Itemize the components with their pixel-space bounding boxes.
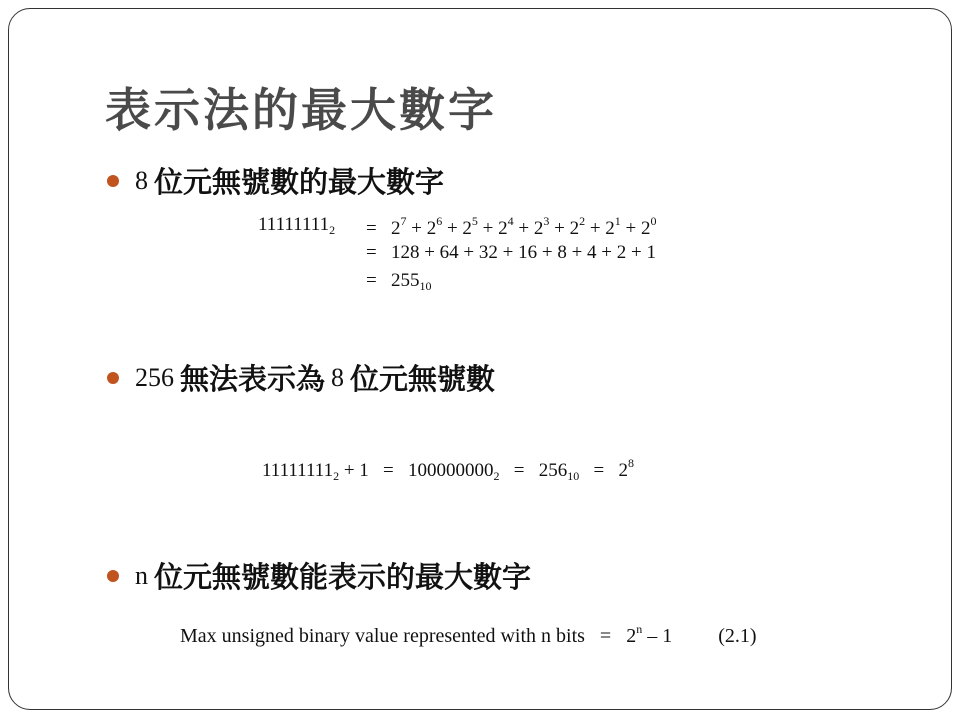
eq2-c: 256 — [538, 460, 568, 481]
exp-2: 2 — [579, 214, 586, 228]
bullet-2-number: 256 — [135, 362, 174, 392]
base-term: 2 — [426, 218, 437, 239]
bullet-dot-icon — [107, 175, 119, 187]
base-term: 2 — [605, 218, 615, 239]
eq1-line2 — [366, 242, 656, 264]
eq1-lhs — [258, 214, 335, 238]
bullet-3-text: 位元無號數能表示的最大數字 — [154, 560, 532, 594]
equation-2 — [262, 456, 634, 484]
bullet-1-number: 8 — [135, 165, 148, 195]
exp-5: 5 — [471, 214, 478, 228]
eq2-d-sup: 8 — [627, 456, 634, 470]
exp-3: 3 — [543, 214, 550, 228]
base-term: 2 — [390, 218, 401, 239]
bullet-1-text: 位元無號數的最大數字 — [154, 165, 445, 199]
eq2-d: 2 — [618, 460, 628, 481]
eq-sign: = — [366, 218, 377, 239]
formula-exp: n — [636, 622, 643, 636]
plus-sign: + — [554, 218, 565, 239]
bullet-2 — [107, 357, 495, 398]
eq2-b-sub: 2 — [493, 469, 500, 483]
bullet-3 — [107, 555, 531, 596]
bullet-2-number-b: 8 — [331, 362, 345, 392]
formula-text: Max unsigned binary value represented with n bits — [180, 625, 585, 647]
eq2-plus-one: + 1 — [343, 460, 369, 481]
formula-minus-one: – 1 — [647, 625, 673, 647]
plus-sign: + — [518, 218, 530, 239]
eq2-c-sub: 10 — [567, 469, 580, 483]
plus-sign: + — [625, 218, 637, 239]
eq1-line2-text: 128 + 64 + 32 + 16 + 8 + 4 + 2 + 1 — [390, 242, 656, 263]
eq2-a: 11111111 — [262, 460, 334, 481]
formula-2-1 — [180, 622, 757, 648]
bullet-dot-icon — [107, 372, 119, 384]
base-term: 2 — [533, 218, 544, 239]
eq1-lhs-sub: 2 — [329, 223, 336, 237]
formula-ref: (2.1) — [718, 625, 757, 647]
base-term: 2 — [498, 218, 508, 239]
base-term: 2 — [569, 218, 580, 239]
base-term: 2 — [462, 218, 472, 239]
eq-sign: = — [366, 242, 377, 263]
plus-sign: + — [411, 218, 422, 239]
eq1-line1 — [366, 214, 657, 240]
eq-sign: = — [599, 625, 612, 647]
base-term: 2 — [641, 218, 651, 239]
eq2-a-sub: 2 — [333, 469, 340, 483]
plus-sign: + — [482, 218, 494, 239]
eq2-b: 100000000 — [408, 460, 494, 481]
formula-base: 2 — [626, 625, 637, 647]
eq-sign: = — [366, 270, 377, 291]
exp-1: 1 — [614, 214, 621, 228]
plus-sign: + — [589, 218, 601, 239]
eq-sign: = — [513, 460, 525, 481]
bullet-2-text-b: 位元無號數 — [350, 362, 496, 396]
slide-title: 表示法的最大數字 — [105, 83, 497, 137]
eq-sign: = — [593, 460, 605, 481]
exp-6: 6 — [436, 214, 443, 228]
bullet-1 — [107, 160, 444, 201]
eq-sign: = — [383, 460, 394, 481]
exp-4: 4 — [507, 214, 514, 228]
plus-sign: + — [446, 218, 458, 239]
eq1-result: 255 — [390, 270, 420, 291]
bullet-dot-icon — [107, 570, 119, 582]
exp-7: 7 — [400, 214, 407, 228]
exp-0: 0 — [650, 214, 657, 228]
bullet-3-number: n — [135, 560, 148, 590]
eq1-lhs-value: 11111111 — [258, 214, 330, 235]
bullet-2-text-a: 無法表示為 — [180, 362, 326, 396]
eq1-line3 — [366, 270, 431, 294]
eq1-result-sub: 10 — [419, 279, 432, 293]
